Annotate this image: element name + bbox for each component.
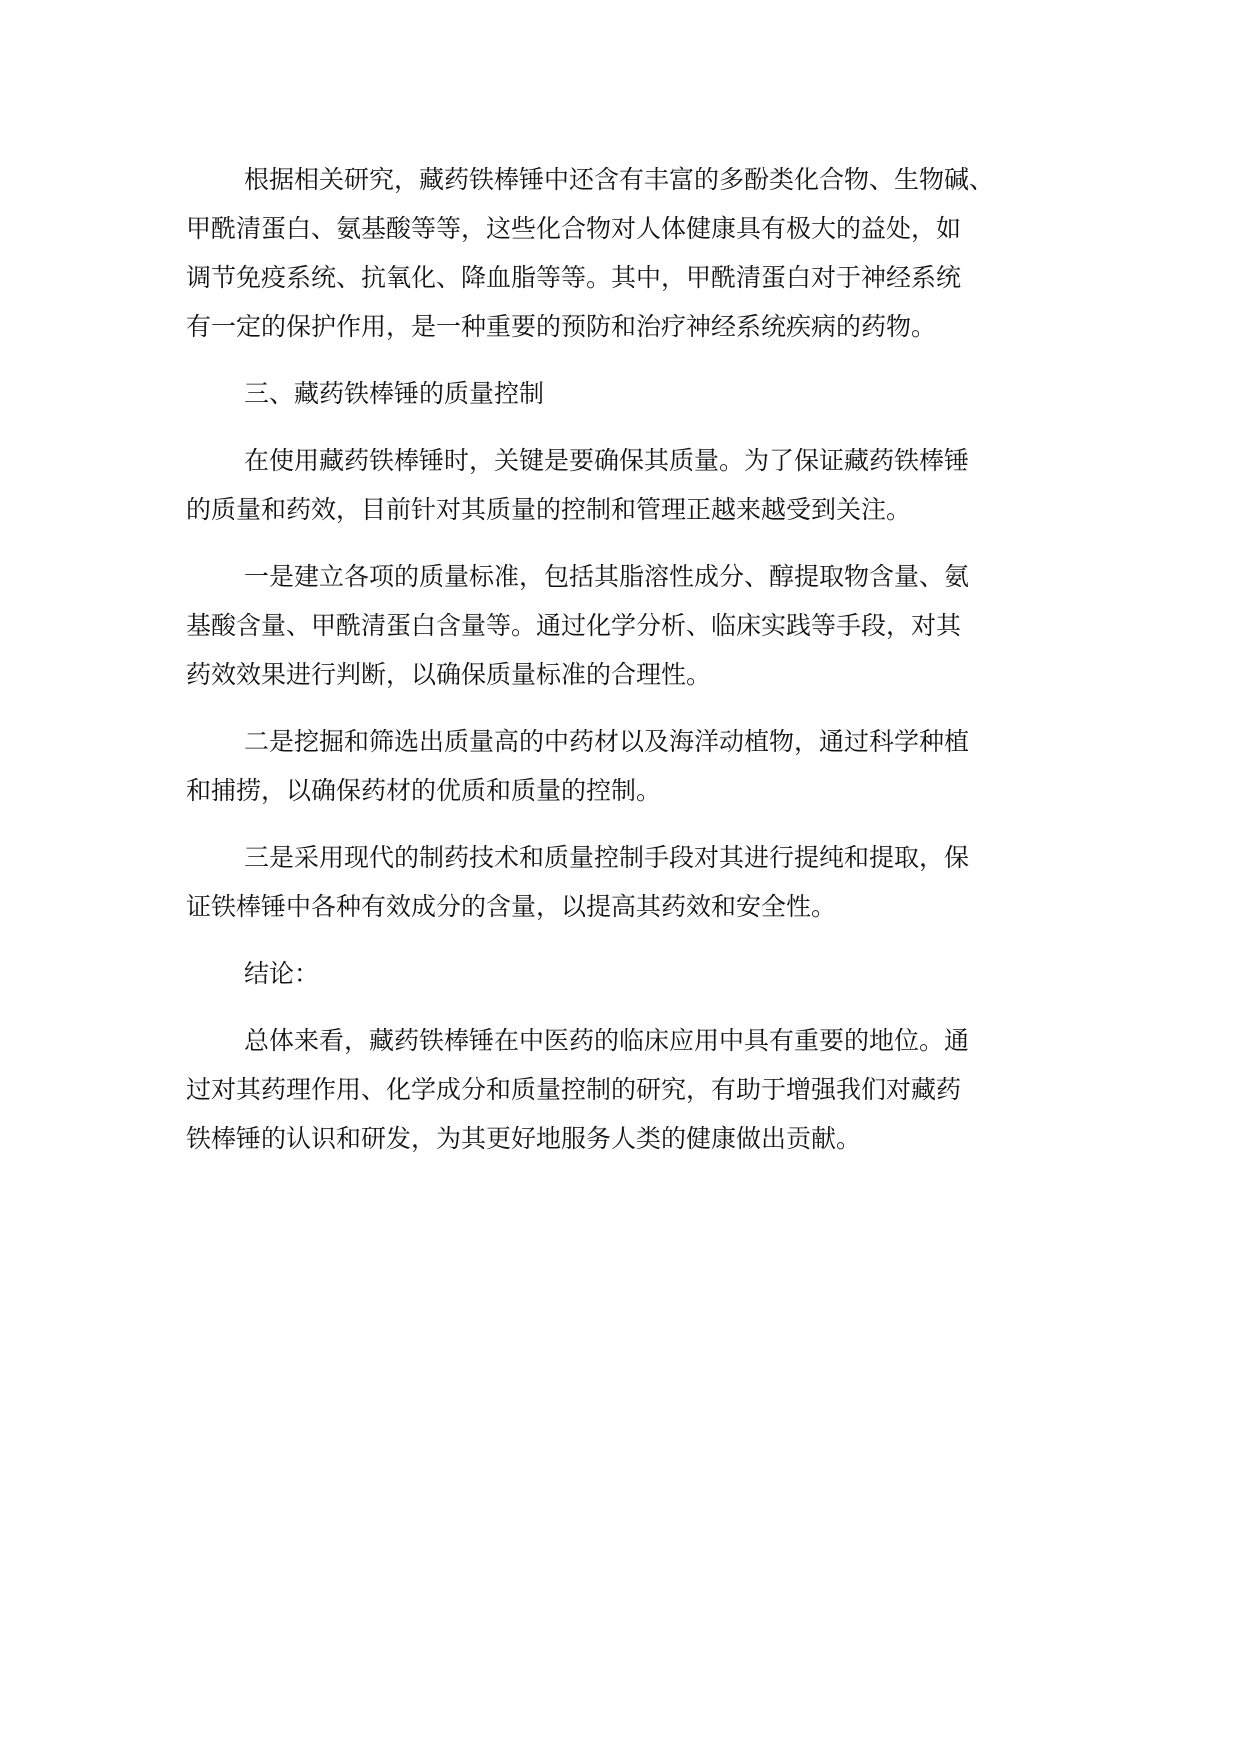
text-line: 药效效果进行判断，以确保质量标准的合理性。 (186, 660, 712, 689)
text-line: 和捕捞，以确保药材的优质和质量的控制。 (186, 776, 662, 805)
text-line: 基酸含量、甲酰清蛋白含量等。通过化学分析、临床实践等手段，对其 (186, 611, 962, 640)
text-line: 一是建立各项的质量标准，包括其脂溶性成分、醇提取物含量、氨 (244, 562, 970, 591)
paragraph-quality-importance (186, 436, 1066, 534)
text-line: 证铁棒锤中各种有效成分的含量，以提高其药效和安全性。 (186, 892, 837, 921)
heading-text: 结论： (244, 959, 320, 988)
text-line: 调节免疫系统、抗氧化、降血脂等等。其中，甲酰清蛋白对于神经系统 (186, 263, 962, 292)
text-line: 在使用藏药铁棒锤时，关键是要确保其质量。为了保证藏药铁棒锤 (244, 446, 970, 475)
paragraph-conclusion (186, 1016, 1066, 1163)
text-line: 二是挖掘和筛选出质量高的中药材以及海洋动植物，通过科学种植 (244, 727, 970, 756)
text-line: 甲酰清蛋白、氨基酸等等，这些化合物对人体健康具有极大的益处，如 (186, 214, 962, 243)
text-line: 有一定的保护作用，是一种重要的预防和治疗神经系统疾病的药物。 (186, 312, 937, 341)
paragraph-research-findings (186, 155, 1066, 351)
heading-text: 三、藏药铁棒锤的质量控制 (244, 379, 545, 408)
section-heading-quality-control (186, 369, 1066, 418)
text-line: 铁棒锤的认识和研发，为其更好地服务人类的健康做出贡献。 (186, 1124, 862, 1153)
paragraph-material-selection (186, 717, 1066, 815)
text-line: 过对其药理作用、化学成分和质量控制的研究，有助于增强我们对藏药 (186, 1075, 962, 1104)
conclusion-heading (186, 949, 1066, 998)
text-line: 根据相关研究，藏药铁棒锤中还含有丰富的多酚类化合物、生物碱、 (244, 165, 995, 194)
text-line: 三是采用现代的制药技术和质量控制手段对其进行提纯和提取，保 (244, 843, 970, 872)
paragraph-modern-techniques (186, 833, 1066, 931)
text-line: 总体来看，藏药铁棒锤在中医药的临床应用中具有重要的地位。通 (244, 1026, 970, 1055)
document-body (186, 155, 1066, 1181)
text-line: 的质量和药效，目前针对其质量的控制和管理正越来越受到关注。 (186, 495, 912, 524)
paragraph-quality-standards (186, 552, 1066, 699)
